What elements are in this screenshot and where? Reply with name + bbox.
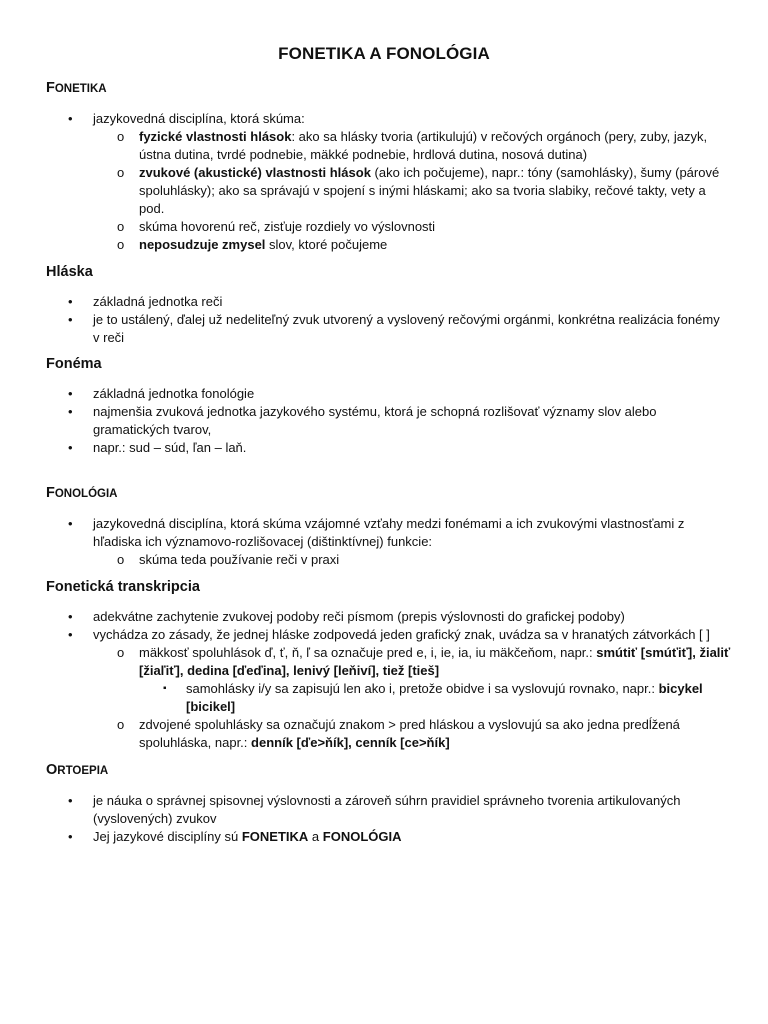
list-item-continuation: (vyslovených) zvukov <box>93 811 217 826</box>
circle-marker: o <box>117 165 125 180</box>
circle-marker: o <box>117 219 125 234</box>
list-item: jazykovedná disciplína, ktorá skúma vzájomné vzťahy medzi fonémami a ich zvukovými vlastnosťami z <box>93 516 685 531</box>
list-item-continuation: spoluhlásky); ako sa správajú v spojení s inými hláskami; ako sa tvoria slabiky, rečové takty, vety a <box>139 183 706 198</box>
list-item-continuation: [žiaľiť], dedina [ďeďina], lenivý [leňiví], tiež [tieš] <box>139 663 440 678</box>
heading-hlaska: Hláska <box>46 264 93 280</box>
bullet-marker: • <box>68 404 73 419</box>
list-item: jazykovedná disciplína, ktorá skúma: <box>93 111 305 126</box>
list-item: základná jednotka reči <box>93 294 223 309</box>
list-item: adekvátne zachytenie zvukovej podoby reči písmom (prepis výslovnosti do grafickej podoby) <box>93 609 625 624</box>
list-item: mäkkosť spoluhlások ď, ť, ň, ľ sa označuje pred e, i, ie, ia, iu mäkčeňom, napr.: smútiť [smúťiť], žialiť <box>139 645 731 660</box>
bullet-marker: • <box>68 312 73 327</box>
bullet-marker: • <box>68 440 73 455</box>
bullet-marker: • <box>68 793 73 808</box>
circle-marker: o <box>117 552 125 567</box>
bullet-marker: • <box>68 386 73 401</box>
list-item: napr.: sud – súd, ľan – laň. <box>93 440 247 455</box>
list-item-continuation: hľadiska ich významovo-rozlišovacej (dištinktívnej) funkcie: <box>93 534 433 549</box>
heading-ortoepia: ORTOEPIA <box>46 762 109 778</box>
list-item: vychádza zo zásady, že jednej hláske zodpovedá jeden grafický znak, uvádza sa v hranatých zátvorkách [ ] <box>93 627 710 642</box>
circle-marker: o <box>117 717 125 732</box>
bullet-marker: • <box>68 829 73 844</box>
list-item: fyzické vlastnosti hlások: ako sa hlásky tvoria (artikulujú) v rečových orgánoch (pery, zuby, jazyk, <box>139 129 708 144</box>
square-marker: ▪ <box>163 683 167 694</box>
heading-fonema: Fonéma <box>46 356 102 372</box>
heading-fonetika: FONETIKA <box>46 80 107 96</box>
heading-fonologia: FONOLÓGIA <box>46 485 118 501</box>
list-item: je to ustálený, ďalej už nedeliteľný zvuk utvorený a vyslovený rečovými orgánmi, konkrétna realizácia fonémy <box>93 312 720 327</box>
list-item: samohlásky i/y sa zapisujú len ako i, pretože obidve i sa vyslovujú rovnako, napr.: bicykel <box>186 681 703 696</box>
list-item: zdvojené spoluhlásky sa označujú znakom > pred hláskou a vyslovujú sa ako jedna predĺžená <box>139 717 680 732</box>
list-item: najmenšia zvuková jednotka jazykového systému, ktorá je schopná rozlišovať významy slov alebo <box>93 404 657 419</box>
list-item: Jej jazykové disciplíny sú FONETIKA a FONOLÓGIA <box>93 829 402 844</box>
list-item: skúma hovorenú reč, zisťuje rozdiely vo výslovnosti <box>139 219 436 234</box>
list-item: zvukové (akustické) vlastnosti hlások (ako ich počujeme), napr.: tóny (samohlásky), šumy (párové <box>139 165 720 180</box>
bullet-marker: • <box>68 294 73 309</box>
page-title: FONETIKA A FONOLÓGIA <box>278 44 490 63</box>
list-item-continuation: v reči <box>93 330 125 345</box>
bullet-marker: • <box>68 516 73 531</box>
bullet-marker: • <box>68 609 73 624</box>
list-item: skúma teda používanie reči v praxi <box>139 552 340 567</box>
circle-marker: o <box>117 645 125 660</box>
list-item-continuation: [bicikel] <box>186 699 236 714</box>
list-item-continuation: ústna dutina, tvrdé podnebie, mäkké podnebie, hrdlová dutina, nosová dutina) <box>139 147 588 162</box>
list-item-continuation: gramatických tvarov, <box>93 422 212 437</box>
heading-transkripcia: Fonetická transkripcia <box>46 579 200 595</box>
list-item: neposudzuje zmysel slov, ktoré počujeme <box>139 237 388 252</box>
circle-marker: o <box>117 237 125 252</box>
bullet-marker: • <box>68 627 73 642</box>
list-item: základná jednotka fonológie <box>93 386 255 401</box>
circle-marker: o <box>117 129 125 144</box>
list-item-continuation: spoluhláska, napr.: denník [ďe>ňík], cenník [ce>ňík] <box>139 735 450 750</box>
list-item: je náuka o správnej spisovnej výslovnosti a zároveň súhrn pravidiel správneho tvorenia artikulovaných <box>93 793 681 808</box>
list-item-continuation: pod. <box>139 201 165 216</box>
bullet-marker: • <box>68 111 73 126</box>
